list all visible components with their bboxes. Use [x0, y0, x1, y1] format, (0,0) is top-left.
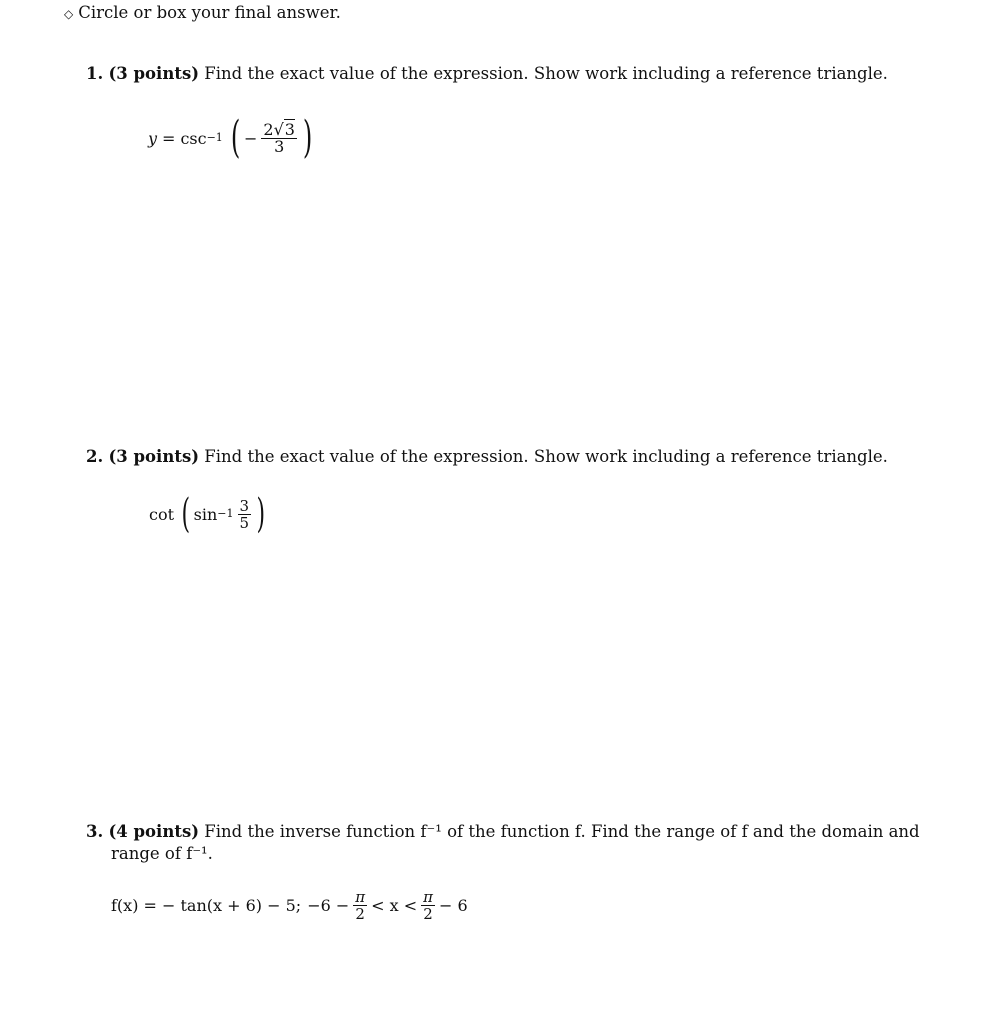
p3-fraction-1 — [353, 889, 367, 922]
p3-upper-end: − 6 — [439, 895, 468, 915]
problem-3-prompt-line1: Find the inverse function f⁻¹ of the function f. Find the range of f and the domain and — [204, 822, 920, 841]
p3-lower-start: −6 − — [307, 895, 350, 915]
p1-func: csc — [180, 128, 207, 148]
p1-lhs: y — [148, 128, 158, 148]
p3-two-2: 2 — [421, 905, 435, 922]
problem-2-prompt: Find the exact value of the expression. Show work including a reference triangle. — [204, 447, 888, 466]
instruction — [64, 3, 341, 24]
p1-fraction — [261, 119, 297, 156]
p2-fraction — [238, 498, 252, 531]
p3-definition: f(x) = − tan(x + 6) − 5; — [111, 895, 302, 915]
instruction-text: Circle or box your final answer. — [78, 3, 341, 22]
p3-fraction-2 — [421, 889, 435, 922]
problem-3-expression — [111, 885, 468, 925]
problem-3-header — [86, 822, 920, 842]
p1-left-paren: ( — [230, 112, 241, 163]
p3-pi-2: π — [423, 887, 433, 906]
p1-radical-icon: √ — [273, 119, 284, 139]
p2-left-paren: ( — [181, 491, 191, 537]
p1-sign: − — [243, 128, 258, 148]
p3-middle: < x < — [371, 895, 418, 915]
p2-denominator: 5 — [239, 513, 250, 532]
p1-equals: = — [162, 128, 176, 148]
problem-3-number: 3. — [86, 822, 104, 841]
problem-1-expression: y = csc −1 ( − $\frac{2√3}{3}$ ) — [148, 112, 313, 163]
problem-2-expression: cot ( sin −1 $\frac{3}{5}$ ) — [149, 491, 266, 537]
problem-1-prompt: Find the exact value of the expression. Show work including a reference triangle. — [204, 64, 888, 83]
p2-outer-func: cot — [149, 504, 175, 524]
p1-radicand: 3 — [284, 119, 295, 139]
problem-3-points: (4 points) — [108, 822, 200, 841]
problem-2-number: 2. — [86, 447, 104, 466]
problem-3-prompt-line2: range of f⁻¹. — [111, 844, 213, 863]
p2-right-paren: ) — [256, 491, 266, 537]
p1-numerator — [261, 119, 297, 139]
problem-1-number: 1. — [86, 64, 104, 83]
p3-two-1: 2 — [353, 905, 367, 922]
p3-pi-1: π — [355, 887, 366, 906]
p2-inner-func: sin — [193, 504, 218, 524]
problem-1-points: (3 points) — [108, 64, 200, 83]
p1-right-paren: ) — [302, 112, 313, 163]
problem-1-header — [86, 64, 888, 84]
p2-numerator: 3 — [239, 496, 250, 515]
p1-coef: 2 — [263, 119, 274, 139]
problem-2-header — [86, 447, 888, 467]
diamond-bullet-icon: ◇ — [64, 7, 74, 21]
p1-denominator: 3 — [261, 138, 297, 155]
problem-2-points: (3 points) — [108, 447, 200, 466]
